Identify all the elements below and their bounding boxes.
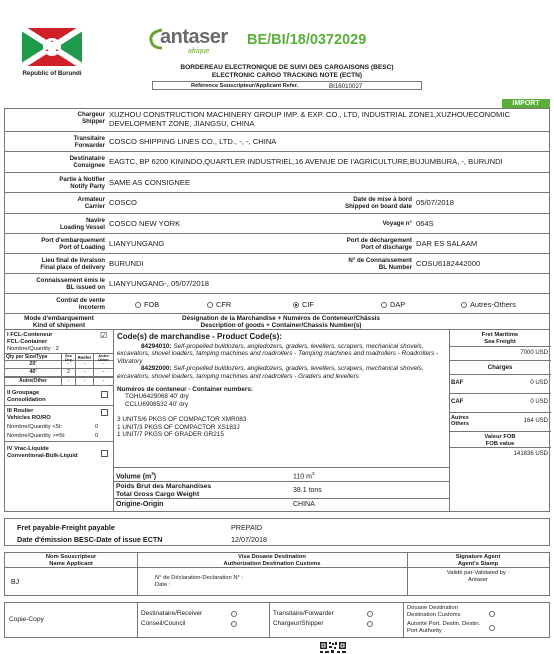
size-row: [5, 361, 113, 369]
pod-value: DAR ES SALAAM: [416, 239, 478, 248]
goods-line: [117, 343, 447, 365]
weight-label-en: Total Gross Cargo Weight: [116, 490, 200, 498]
vrac-label-en: Conventional-Bulk-Liquid: [7, 452, 78, 459]
sig-head-en: Agent's Stamp: [457, 560, 499, 567]
size-table: [5, 353, 113, 377]
nombre-lt-label: Nombre/Quantity <5t:: [7, 424, 63, 430]
copy-forwarder[interactable]: [273, 610, 397, 617]
pol-label: [5, 237, 105, 251]
consignee-label-fr: Destinataire: [69, 155, 105, 162]
vessel-value: COSCO NEW YORK: [109, 219, 181, 228]
radio-icon: [367, 621, 373, 627]
freight-value: 7000 USD: [449, 346, 551, 360]
final-row: [4, 254, 550, 274]
unit-item: 1 UNIT/7 PKGS OF GRADER GR215: [117, 431, 224, 439]
fcl-checkbox[interactable]: ☑: [100, 331, 108, 340]
voyage-label: Voyage n°: [382, 220, 412, 227]
sig-head-fr: Signature Agent: [455, 554, 501, 560]
size-other: -: [93, 369, 113, 376]
copy-council[interactable]: [141, 620, 265, 627]
applicant-head: [5, 554, 137, 567]
copy-div-3: [403, 603, 404, 637]
title-fr: BORDEREAU ELECTRONIQUE DE SUIVI DES CARGAISONS (BESC): [180, 64, 394, 71]
declaration-label: N° de Déclaration-Declaration N° :: [155, 575, 244, 581]
freight-payable-value: PREPAID: [231, 523, 263, 532]
qr-icon: [320, 642, 346, 654]
title-en: ELECTRONIC CARGO TRACKING NOTE (ECTN): [211, 72, 363, 79]
others-label: Autres Others: [451, 415, 470, 428]
roulier-section: [5, 406, 113, 442]
consignee-row: [4, 152, 550, 173]
shipper-label-fr: Chargeur: [77, 111, 105, 118]
country-label: Republic of Burundi: [22, 70, 82, 77]
bl-label: [305, 257, 412, 271]
final-label-fr: Lieu final de livraison: [41, 257, 105, 264]
incoterm-cif[interactable]: [293, 300, 314, 309]
goods-desc: Self-propelled bulldozers, angledozers, graders, levellers, scrapers, mechanical shovels, excavators, shovel loaders, tamping machines and roadrollers - Tamping machines and roadrollers - Roadrollers - Vibratory: [117, 343, 439, 365]
copy-customs-label: Douane Destination Destination Customs: [407, 605, 461, 618]
weight-value: 38.1 tons: [293, 487, 322, 494]
others-row: [449, 412, 551, 431]
incoterm-label-fr: Contrat de vente: [56, 297, 105, 304]
payment-block: [4, 518, 550, 546]
volume-label: [116, 471, 156, 480]
fcl-label-en: FCL-Container: [7, 338, 48, 345]
volume-value-sup: 3: [311, 471, 315, 476]
incoterm-others[interactable]: [461, 300, 516, 309]
radio-icon: [231, 611, 237, 617]
col-dry: Sec Dry: [61, 354, 75, 360]
origin-label: Origine-Origin: [116, 501, 164, 508]
container-item: TGHU6429068 40' dry: [125, 393, 189, 401]
volume-value: [293, 471, 314, 480]
incoterm-row: [4, 294, 550, 314]
freight-label-fr: Fret Maritime: [481, 332, 519, 338]
volume-label-text: Volume (m: [116, 473, 152, 481]
signature-block: [4, 552, 550, 596]
fob-label-en: FOB value: [485, 440, 515, 447]
brand-name: antaser: [160, 26, 228, 48]
copy-block: [4, 602, 550, 638]
consignee-value: EAGTC, BP 6200 KININDO,QUARTLER INDUSTRIEL,16 AVENUE DE I'AGRICULTURE,BUJUMBURA, -, BURUNDI: [109, 157, 503, 166]
incoterm-cif-label: CIF: [302, 300, 314, 309]
fob-label: [449, 431, 551, 447]
copy-council-label: Conseil/Council: [141, 620, 186, 627]
carrier-row: [4, 193, 550, 214]
size-dry: -: [61, 361, 75, 368]
incoterm-others-label: Autres-Others: [470, 300, 517, 309]
groupage-checkbox[interactable]: [101, 391, 108, 398]
vrac-checkbox[interactable]: [101, 450, 108, 457]
carrier-label: [5, 196, 105, 210]
sig-head: [407, 554, 549, 567]
declaration-date: Date :: [155, 582, 171, 588]
vrac-label: [7, 446, 95, 459]
groupage-label-fr: II Groupage: [7, 390, 40, 396]
size-dry: 2: [61, 369, 75, 376]
shipper-label: [5, 111, 105, 125]
size-other: -: [93, 378, 113, 385]
unit-item: 1 UNIT/3 PKGS OF COMPACTOR XS183J: [117, 423, 240, 431]
pol-label-fr: Port d'embarquement: [41, 237, 105, 244]
notify-row: [4, 173, 550, 193]
blissued-label: [5, 277, 105, 291]
doc-number: BE/BI/18/0372029: [247, 32, 367, 48]
charges-label: Charges: [449, 360, 551, 374]
copy-shipper-label: Chargeur/Shipper: [273, 620, 324, 627]
import-badge: IMPORT: [502, 99, 550, 109]
carrier-value: COSCO: [109, 198, 137, 207]
carrier-label-en: Carrier: [84, 203, 105, 210]
final-value: BURUNDI: [109, 259, 144, 268]
nombre-lt: [7, 424, 99, 431]
copy-div-1: [137, 603, 138, 637]
nombre-ge-value: 0: [95, 433, 99, 439]
vessel-label-fr: Navire: [86, 217, 105, 224]
size-dry: -: [61, 378, 75, 385]
incoterm-dap-label: DAP: [390, 300, 406, 309]
vessel-row: [4, 214, 550, 234]
copy-label: Copie-Copy: [9, 616, 44, 623]
unit-item: 3 UNITS/6 PKGS OF COMPACTOR XMR083: [117, 416, 247, 424]
cargo-block: [4, 330, 550, 512]
radio-icon: [461, 302, 467, 308]
radio-icon: [135, 302, 141, 308]
visa-head: [137, 554, 407, 567]
freight-section: [449, 330, 551, 461]
radio-icon: [381, 302, 387, 308]
fcl-section: [5, 330, 113, 378]
notify-label: [5, 176, 105, 190]
applicant-head-en: Name Applicant: [49, 560, 93, 567]
burundi-flag: [22, 28, 82, 66]
notify-label-fr: Partie à Notifier: [59, 176, 105, 183]
ref-value: BI16010027: [329, 83, 363, 90]
flag-icon: [22, 28, 82, 66]
origin-row: [113, 498, 449, 511]
col-reefer: Reefer: [75, 354, 93, 360]
baf-row: [449, 374, 551, 393]
baf-value: 0 USD: [530, 380, 548, 386]
bl-label-fr: N° de Connaissement: [348, 257, 412, 264]
qr-code-icon: [320, 642, 346, 654]
goods-desc: Self-propelled bulldozers, angledozers, graders, levellers, scrapers, mechanical shovels, excavators, shovel loaders, tamping machines and roadrollers - Graders and levellers: [117, 365, 424, 380]
nombre-ge: [7, 433, 99, 440]
mode-head-fr: Mode d'embarquement: [24, 315, 94, 322]
origin-value: CHINA: [293, 501, 315, 508]
incoterm-cfr[interactable]: [207, 300, 231, 309]
freight-label-en: Sea Freight: [484, 338, 516, 345]
final-label: [5, 257, 105, 271]
size-row-other: [5, 378, 113, 386]
volume-value-text: 110 m: [293, 473, 312, 481]
consignee-label-en: Consignee: [73, 162, 105, 169]
caf-row: [449, 393, 551, 412]
forwarder-label: [5, 135, 105, 149]
cargo-header: [4, 314, 550, 330]
fob-value: 141836 USD: [449, 447, 551, 461]
forwarder-value: COSCO SHIPPING LINES CO., LTD., -, -, CHINA: [109, 137, 277, 146]
size-reefer: -: [75, 369, 93, 376]
issue-date-value: 12/07/2018: [231, 535, 267, 544]
applicant-ref-bar: [152, 81, 422, 90]
ref-label: Référence Souscripteur/Applicant Refer.: [191, 83, 299, 89]
final-label-en: Final place of delivery: [40, 264, 105, 271]
codes-label: Code(s) de marchandise - Product Code(s):: [117, 332, 282, 341]
weight-label: [116, 483, 211, 498]
blissued-value: LIANYUNGANG-, 05/07/2018: [109, 279, 210, 288]
nombre-lt-value: 0: [95, 424, 99, 430]
notify-label-en: Notify Party: [70, 183, 105, 190]
groupage-label-en: Consolidation: [7, 396, 46, 403]
radio-icon: [489, 625, 495, 631]
volume-sup: 3: [151, 471, 154, 476]
shipper-row: [4, 108, 550, 132]
copy-forwarder-label: Transitaire/Forwarder: [273, 610, 334, 617]
shipped-value: 05/07/2018: [416, 198, 455, 207]
desig-head-en: Description of goods + Container/Chassis Number(s): [200, 322, 362, 330]
applicant-value: BJ: [11, 579, 20, 586]
incoterm-dap[interactable]: [381, 300, 405, 309]
copy-receiver-label: Destinataire/Receiver: [141, 610, 203, 617]
forwarder-label-fr: Transitaire: [73, 135, 105, 142]
size-label: 20': [29, 361, 37, 367]
caf-value: 0 USD: [530, 399, 548, 405]
issue-date-label: Date d'émission BESC-Date of issue ECTN: [17, 535, 163, 544]
mode-head-en: Kind of shipment: [32, 322, 86, 330]
groupage-section: [5, 388, 113, 406]
others-value: 164 USD: [523, 418, 548, 424]
validated-label: Validé par-Validated by :: [446, 570, 510, 576]
volume-label-end: ): [153, 473, 157, 481]
containers-label: Numéros de conteneur - Container numbers:: [117, 386, 253, 394]
size-other: -: [93, 361, 113, 368]
freight-label: [449, 330, 551, 346]
radio-icon: [231, 621, 237, 627]
caf-label: CAF: [451, 399, 464, 405]
blissued-label-fr: Connaissement émis le: [36, 277, 105, 284]
radio-icon: [207, 302, 213, 308]
goods-code: 84292000:: [141, 365, 172, 373]
consignee-label: [5, 155, 105, 169]
incoterm-label: [5, 297, 105, 311]
roulier-label-fr: III Roulier: [7, 408, 34, 414]
roulier-label: [7, 408, 51, 421]
voyage-value: 064S: [416, 219, 434, 228]
fob-label-fr: Valeur FOB: [484, 434, 516, 440]
pol-value: LIANYUNGANG: [109, 239, 165, 248]
weight-label-fr: Poids Brut des Marchandises: [116, 483, 212, 490]
goods-code: 84294010:: [141, 343, 172, 350]
forwarder-row: [4, 132, 550, 152]
forwarder-label-en: Forwarder: [74, 142, 105, 149]
weight-row: [113, 481, 449, 498]
incoterm-fob[interactable]: [135, 300, 159, 309]
vrac-label-fr: IV Vrac-Liquide: [7, 446, 49, 452]
blissued-label-en: BL issued on: [66, 284, 105, 291]
applicant-head-fr: Nom Souscripteur: [45, 554, 97, 560]
pol-label-en: Port of Loading: [59, 244, 105, 251]
freight-payable-label: Fret payable-Freight payable: [17, 523, 115, 532]
goods-section: [117, 332, 447, 438]
vrac-section: [5, 442, 113, 472]
groupage-label: [7, 390, 46, 403]
shipped-label: [305, 196, 412, 210]
copy-customs[interactable]: [407, 605, 479, 618]
size-reefer: -: [75, 378, 93, 385]
antaser-logo: [150, 26, 240, 60]
size-label: 40': [29, 369, 37, 375]
visa-head-en: Authorization Destination Customs: [223, 560, 321, 567]
shipper-value: XUZHOU CONSTRUCTION MACHINERY GROUP IMP. & EXP. CO., LTD, INDUSTRIAL ZONE1,XUZHOUECONOMIC DEVELOPMENT ZONE, JIANGSU, CHINA: [109, 110, 510, 128]
pod-label-fr: Port de déchargement: [346, 237, 412, 244]
bl-value: COSU6182442000: [416, 259, 481, 268]
notify-value: SAME AS CONSIGNEE: [109, 178, 191, 187]
volume-row: [113, 467, 449, 481]
size-label: Autre/Other: [19, 378, 47, 384]
vessel-label-en: Loading Vessel: [59, 224, 105, 231]
container-item: CCLU6908532 40' dry: [125, 400, 189, 408]
mode-head: [5, 315, 113, 330]
radio-icon: [489, 611, 495, 617]
validated-value: Antaser: [468, 577, 488, 583]
col-other: Autre Other: [93, 354, 113, 360]
desig-head-fr: Désignation de la Marchandise + Numéros de Conteneur/Châssis: [182, 315, 380, 322]
roulier-label-en: Vehicles RO/RO: [7, 414, 51, 421]
size-reefer: -: [75, 361, 93, 368]
copy-shipper[interactable]: [273, 620, 397, 627]
copy-port-label: Autorité Port. Destin. Destin. Port Authority: [407, 621, 481, 634]
incoterm-label-en: Incoterm: [78, 304, 105, 311]
carrier-label-fr: Armateur: [77, 196, 105, 203]
size-head: Qty per Size/Type: [6, 354, 48, 360]
ports-row: [4, 234, 550, 254]
pod-label-en: Port of discharge: [361, 244, 412, 251]
copy-port[interactable]: [407, 621, 481, 634]
shipped-label-fr: Date de mise à bord: [353, 196, 412, 203]
desig-head: [113, 315, 449, 330]
nombre-ge-label: Nombre/Quantity >=5t:: [7, 433, 66, 439]
size-row: [5, 369, 113, 377]
shipped-label-en: Shipped on board date: [344, 203, 412, 210]
pod-label: [305, 237, 412, 251]
radio-icon: [367, 611, 373, 617]
copy-div-2: [269, 603, 270, 637]
copy-receiver[interactable]: [141, 610, 265, 617]
roulier-checkbox[interactable]: [101, 409, 108, 416]
shipper-label-en: Shipper: [81, 118, 105, 125]
incoterm-cfr-label: CFR: [216, 300, 232, 309]
fcl-label: [7, 332, 52, 345]
incoterm-fob-label: FOB: [144, 300, 160, 309]
radio-selected-icon: [293, 302, 299, 308]
visa-head-fr: Visa Douane Destination: [238, 554, 306, 560]
baf-label: BAF: [451, 380, 464, 386]
blissued-row: [4, 274, 550, 294]
fcl-label-fr: I FCL-Conteneur: [7, 332, 53, 338]
bl-label-en: BL Number: [378, 264, 412, 271]
size-head-row: [5, 353, 113, 361]
vessel-label: [5, 217, 105, 231]
goods-line: [117, 365, 447, 380]
brand-sub: afrique: [188, 48, 210, 55]
fcl-quantity: Nombre/Quantity : 2: [7, 346, 59, 352]
